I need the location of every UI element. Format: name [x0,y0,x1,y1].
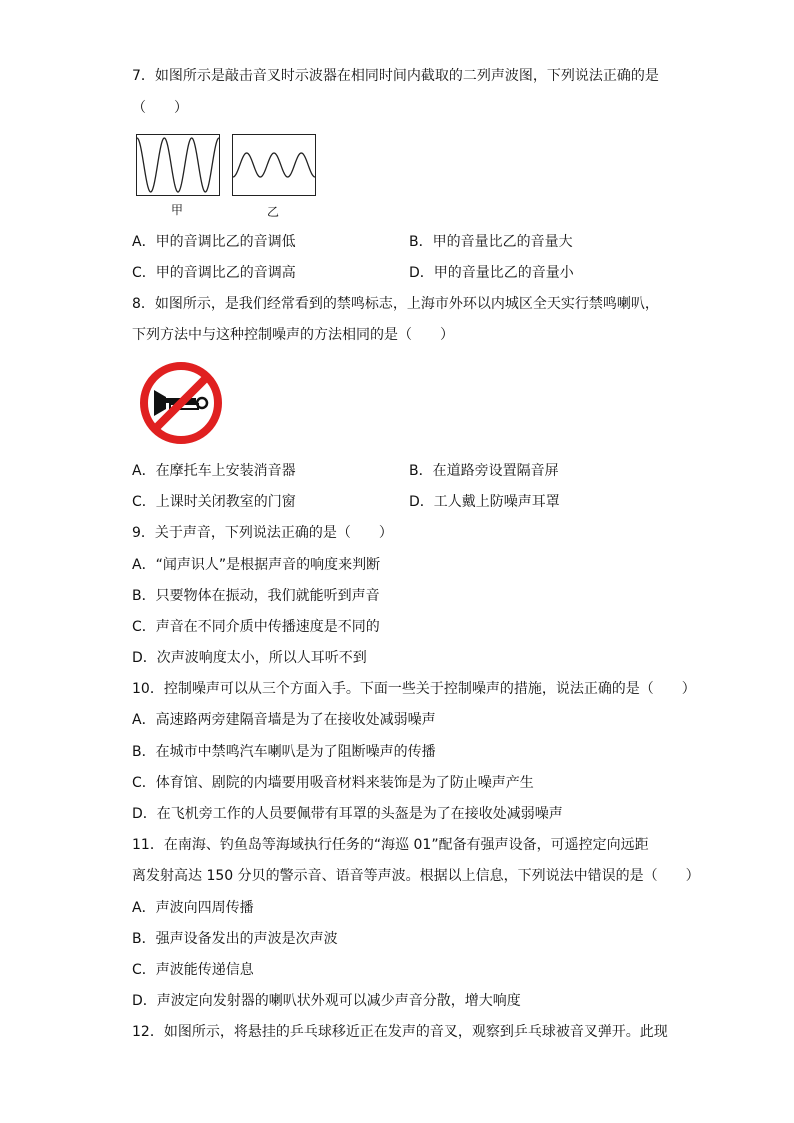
q8-stem-line1: 8．如图所示，是我们经常看到的禁鸣标志，上海市外环以内城区全天实行禁鸣喇叭， [132,296,659,312]
q7-stem-line2: （ ） [132,100,188,116]
q11-option-a[interactable]: A．声波向四周传播 [132,900,254,916]
waveform-a-figure [136,134,220,196]
q11-option-c[interactable]: C．声波能传递信息 [132,962,254,978]
q8-option-c[interactable]: C．上课时关闭教室的门窗 [132,494,296,510]
q8-stem-line2: 下列方法中与这种控制噪声的方法相同的是（ ） [132,327,454,343]
q9-option-b[interactable]: B．只要物体在振动，我们就能听到声音 [132,588,380,604]
q9-stem: 9．关于声音，下列说法正确的是（ ） [132,525,393,541]
waveform-b-figure [232,134,316,196]
q11-option-d[interactable]: D．声波定向发射器的喇叭状外观可以减少声音分散，增大响度 [132,993,521,1009]
q7-option-b[interactable]: B．甲的音量比乙的音量大 [409,234,573,250]
q7-option-d[interactable]: D．甲的音量比乙的音量小 [409,265,574,281]
q9-option-c[interactable]: C．声音在不同介质中传播速度是不同的 [132,619,380,635]
waveform-b-graph [233,135,315,195]
q8-option-a[interactable]: A．在摩托车上安装消音器 [132,463,296,479]
q12-stem-line1: 12．如图所示，将悬挂的乒乓球移近正在发声的音叉，观察到乒乓球被音叉弹开。此现 [132,1024,668,1040]
q10-option-a[interactable]: A．高速路两旁建隔音墙是为了在接收处减弱噪声 [132,712,436,728]
q10-stem: 10．控制噪声可以从三个方面入手。下面一些关于控制噪声的措施，说法正确的是（ ） [132,681,696,697]
q9-option-d[interactable]: D．次声波响度太小，所以人耳听不到 [132,650,367,666]
no-horn-sign-icon [138,360,224,446]
q7-option-c[interactable]: C．甲的音调比乙的音调高 [132,265,296,281]
waveform-a-graph [137,135,219,195]
q7-option-a[interactable]: A．甲的音调比乙的音调低 [132,234,296,250]
waveform-a-label: 甲 [170,203,183,217]
q10-option-b[interactable]: B．在城市中禁鸣汽车喇叭是为了阻断噪声的传播 [132,744,436,760]
q10-option-c[interactable]: C．体育馆、剧院的内墙要用吸音材料来装饰是为了防止噪声产生 [132,775,534,791]
q11-stem-line1: 11．在南海、钓鱼岛等海域执行任务的“海巡 01”配备有强声设备，可遥控定向远距 [132,837,649,853]
q11-stem-line2: 离发射高达 150 分贝的警示音、语音等声波。根据以上信息，下列说法中错误的是（ ） [132,868,700,884]
q8-option-b[interactable]: B．在道路旁设置隔音屏 [409,463,559,479]
waveform-b-label: 乙 [266,205,279,219]
q9-option-a[interactable]: A．“闻声识人”是根据声音的响度来判断 [132,557,381,573]
q11-option-b[interactable]: B．强声设备发出的声波是次声波 [132,931,338,947]
q8-option-d[interactable]: D．工人戴上防噪声耳罩 [409,494,560,510]
q10-option-d[interactable]: D．在飞机旁工作的人员要佩带有耳罩的头盔是为了在接收处减弱噪声 [132,806,563,822]
q7-stem-line1: 7．如图所示是敲击音叉时示波器在相同时间内截取的二列声波图，下列说法正确的是 [132,68,659,84]
